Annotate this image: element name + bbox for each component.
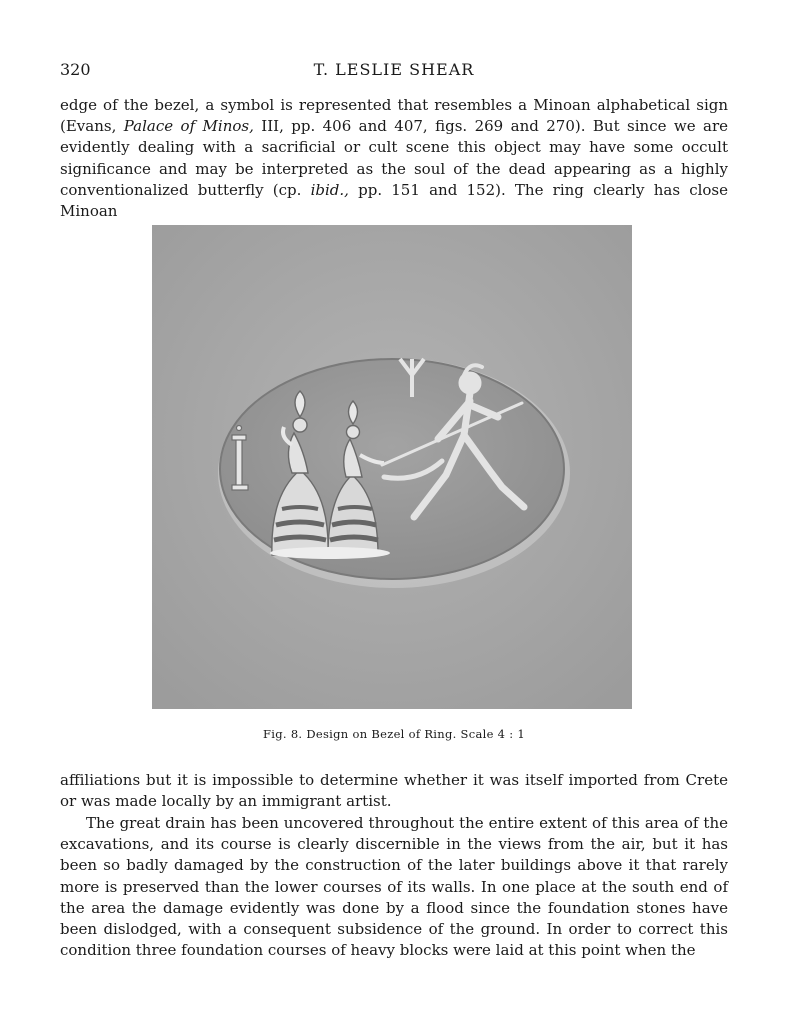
ring-bezel-image bbox=[152, 225, 632, 709]
citation-ibid: ibid., bbox=[310, 180, 349, 199]
paragraph-1-text-c: pp. 151 and 152). The ring clearly has close Minoan bbox=[60, 180, 729, 221]
paragraph-1-text-a: edge of the bezel, a symbol is represented that resembles a Minoan alphabetical sign (Evans, bbox=[60, 96, 728, 136]
page-number: 320 bbox=[60, 60, 91, 79]
paragraph-3: The great drain has been uncovered throughout the entire extent of this area of the excavations, and its course is clearly discernible in the views from the air, but it has been so badly damaged by the construction of the later buildings above it that rarely more is preserved than the lower courses of its walls. In one place at the south end of the area the damage evidently was done by a flood since the foundation stones have been dislodged, with a consequent subsidence of the ground. In order to correct this condition three foundation courses of heavy blocks were laid at this point when the bbox=[60, 814, 728, 960]
ring-bezel-figure bbox=[152, 225, 632, 709]
paragraph-1-text-b: III, pp. 406 and 407, figs. 269 and 270). But since we are evidently dealing with a sacrificial or cult scene this object may have some occult significance and may be interpreted as the soul of the dead appearing as a highly conventionalized butterfly (cp. bbox=[60, 117, 728, 199]
running-head: T. LESLIE SHEAR bbox=[313, 60, 475, 79]
paragraph-2: affiliations but it is impossible to determine whether it was itself imported from Crete or was made locally by an immigrant artist. bbox=[60, 771, 728, 811]
page-header bbox=[60, 60, 728, 84]
paragraph-1 bbox=[60, 95, 728, 222]
figure-caption: Fig. 8. Design on Bezel of Ring. Scale 4 : 1 bbox=[262, 727, 525, 741]
citation-palace-of-minos: Palace of Minos, bbox=[123, 117, 254, 136]
